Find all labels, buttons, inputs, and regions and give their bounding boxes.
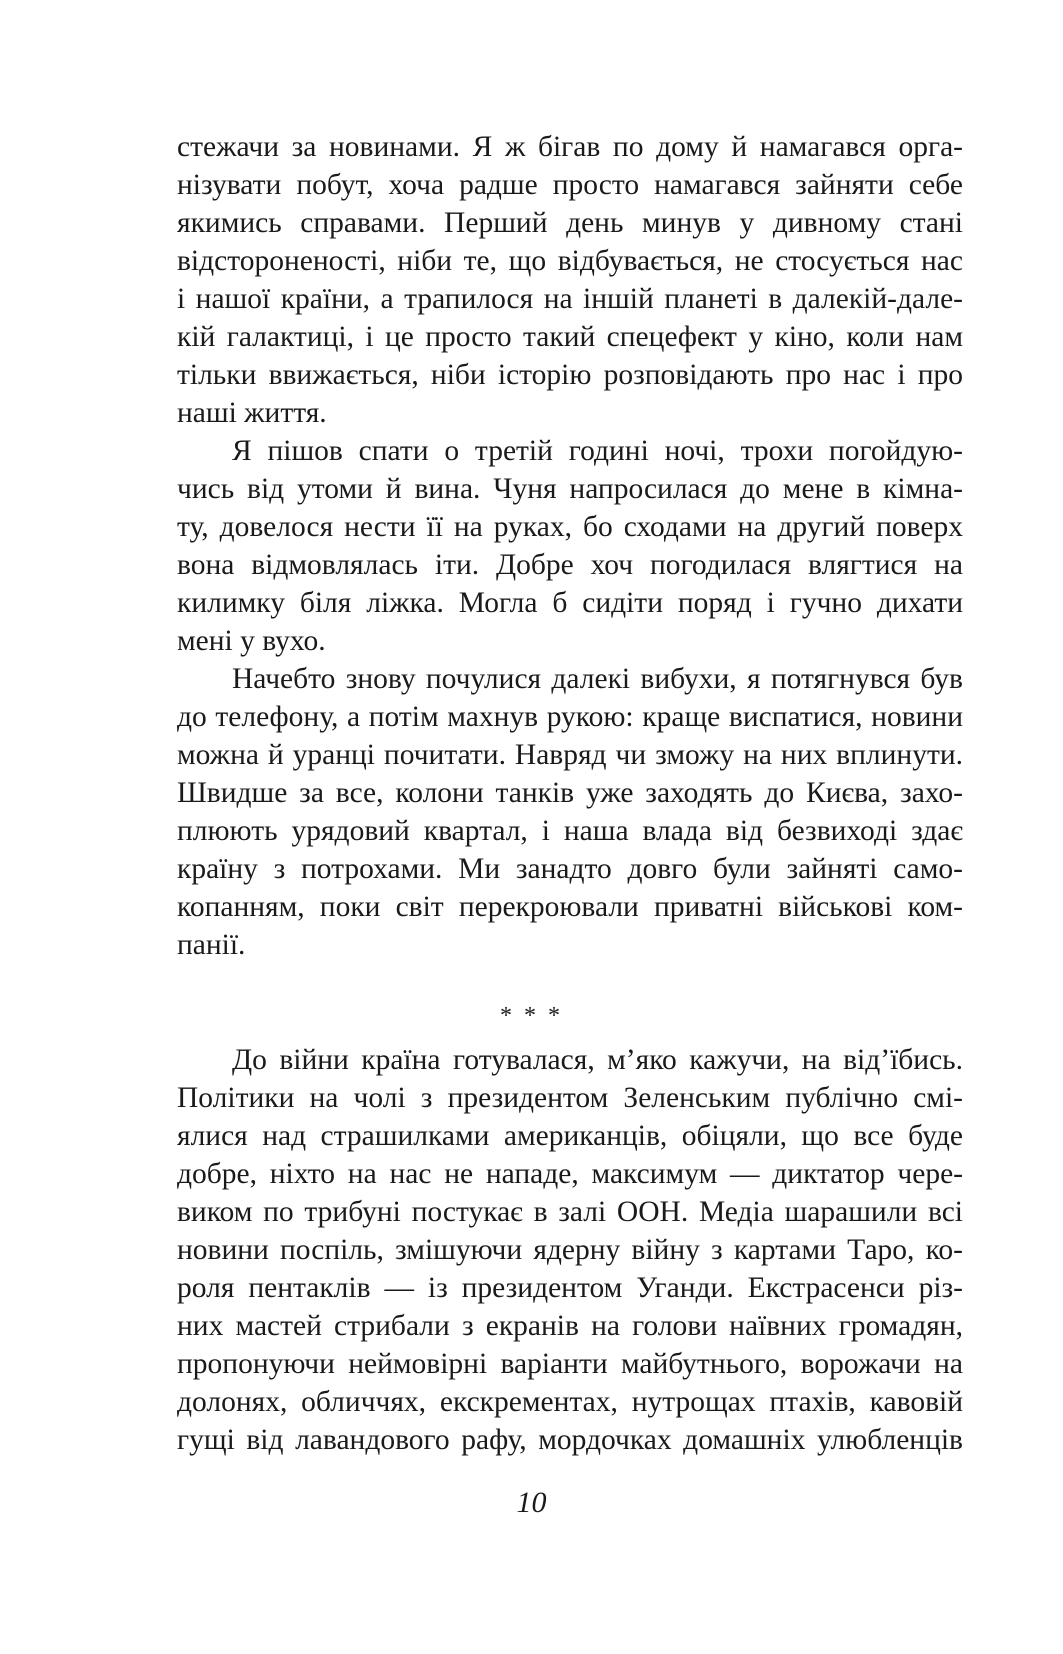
text-line: плюють урядовий квартал, і наша влада від безвиході здає [177, 815, 963, 847]
text-line: чись від утоми й вина. Чуня напросилася до мене в кімна- [177, 473, 963, 505]
text-line: кій галактиці, і це просто такий спецефект у кіно, коли нам [177, 321, 963, 353]
text-line: наші життя. [177, 397, 327, 429]
text-line: Я пішов спати о третій годині ночі, трохи погойдую- [232, 435, 963, 467]
text-line: нізувати побут, хоча радше просто намагався зайняти себе [177, 169, 963, 201]
text-line: килимку біля ліжка. Могла б сидіти поряд і гучно дихати [177, 587, 963, 619]
text-line: Начебто знову почулися далекі вибухи, я потягнувся був [232, 663, 963, 695]
text-line: Швидше за все, колони танків уже заходять до Києва, захо- [177, 777, 963, 809]
text-line: копанням, поки світ перекроювали приватні військові ком- [177, 891, 963, 923]
page-number: 10 [516, 1486, 547, 1519]
text-line: долонях, обличчях, екскрементах, нутрощах птахів, кавовій [177, 1386, 963, 1418]
text-line: гущі від лавандового рафу, мордочках домашніх улюбленців [177, 1424, 963, 1456]
text-line: роля пентаклів — із президентом Уганди. Екстрасенси різ- [177, 1272, 963, 1304]
text-line: них мастей стрибали з екранів на голови наївних громадян, [177, 1310, 963, 1342]
text-line: країну з потрохами. Ми занадто довго були зайняті само- [177, 853, 963, 885]
text-line: виком по трибуні постукає в залі ООН. Медіа шарашили всі [177, 1196, 963, 1228]
text-line: добре, ніхто на нас не нападе, максимум — диктатор чере- [177, 1158, 963, 1190]
text-line: до телефону, а потім махнув рукою: краще виспатися, новини [177, 701, 963, 733]
text-line: пропонуючи неймовірні варіанти майбутнього, ворожачи на [177, 1348, 963, 1380]
text-line: стежачи за новинами. Я ж бігав по дому й намагався орга- [177, 131, 963, 163]
text-line: якимись справами. Перший день минув у дивному стані [177, 207, 963, 239]
section-separator: * * * [500, 1003, 563, 1029]
text-line: ту, довелося нести її на руках, бо сходами на другий поверх [177, 511, 963, 543]
text-line: новини поспіль, змішуючи ядерну війну з картами Таро, ко- [177, 1234, 963, 1266]
text-line: панії. [177, 929, 246, 961]
text-line: Політики на чолі з президентом Зеленським публічно смі- [177, 1082, 963, 1114]
text-line: і нашої країни, а трапилося на іншій планеті в далекій-дале- [177, 283, 963, 315]
text-line: можна й уранці почитати. Навряд чи зможу на них вплинути. [177, 739, 963, 771]
text-line: мені у вухо. [177, 625, 326, 657]
text-line: ялися над страшилками американців, обіцяли, що все буде [177, 1120, 963, 1152]
text-line: відстороненості, ніби те, що відбувається, не стосується нас [177, 245, 963, 277]
text-line: До війни країна готувалася, м’яко кажучи, на від’їбись. [232, 1044, 963, 1076]
text-line: вона відмовлялась іти. Добре хоч погодилася влягтися на [177, 549, 963, 581]
text-line: тільки ввижається, ніби історію розповідають про нас і про [177, 359, 963, 391]
